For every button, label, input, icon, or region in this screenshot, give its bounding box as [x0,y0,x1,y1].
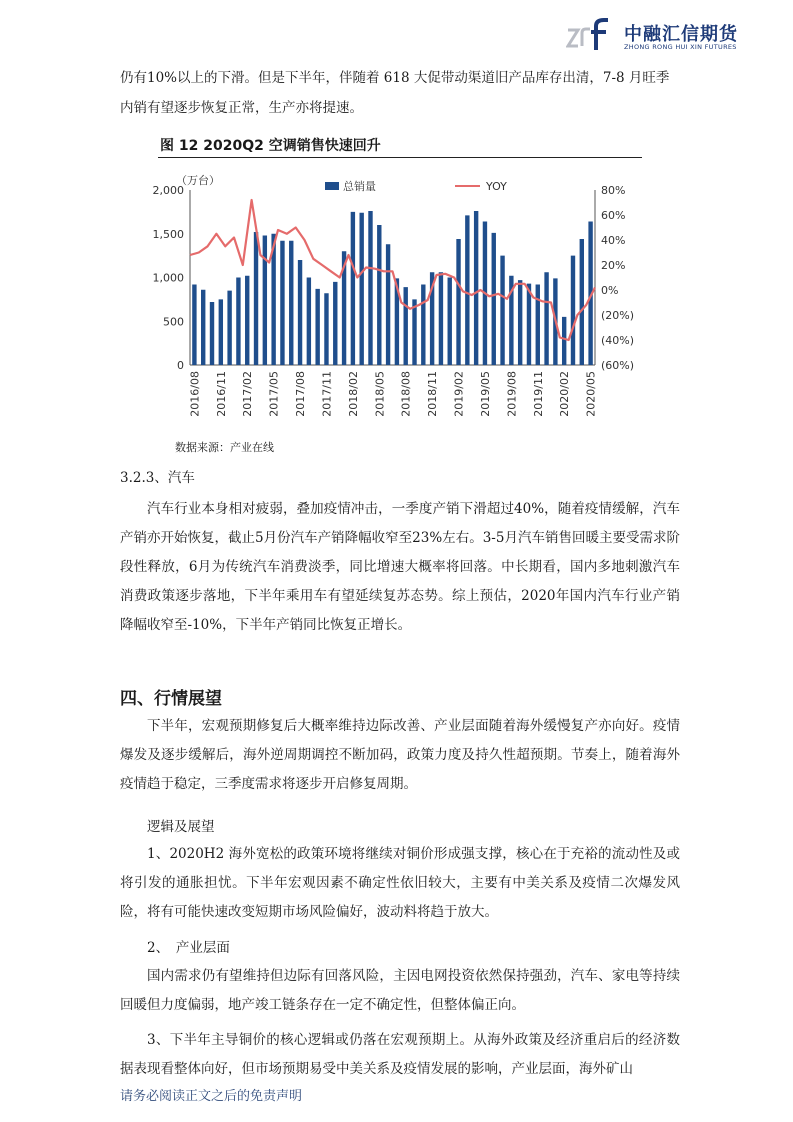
bar-total-sales [289,241,293,365]
bar-total-sales [518,280,522,365]
bar-total-sales [386,244,390,365]
x-tick-label: 2017/08 [294,371,308,417]
x-tick-label: 2019/02 [452,371,466,417]
x-tick-label: 2019/05 [478,371,492,417]
y-tick-label-right: (40%) [601,334,635,347]
bar-total-sales [377,225,381,365]
bar-total-sales [307,278,311,366]
legend-label-sales: 总销量 [343,180,376,193]
y-tick-label-right: 20% [601,259,626,272]
x-tick-label: 2018/08 [399,371,413,417]
auto-paragraph: 汽车行业本身相对疲弱，叠加疫情冲击，一季度产销下滑超过40%，随着疫情缓解，汽车产销亦开始恢复，截止5月份汽车产销降幅收窄至23%左右。3-5月汽车销售回暖主要受需求阶段性释放，6月为传统汽车消费淡季，同比增速大概率将回落。中长期看，国内多地刺激汽车消费政策逐步落地，下半年乘用车有望延续复苏态势。综上预估，2020年国内汽车行业产销降幅收窄至-10%，下半年产销同比恢复正增长。 [120,501,680,633]
bar-total-sales [404,287,408,365]
figure-title-rule [158,157,642,158]
y-tick-label-right: 0% [601,284,619,297]
x-tick-label: 2020/05 [584,371,598,417]
outlook-paragraph: 下半年，宏观预期修复后大概率维持边际改善、产业层面随着海外缓慢复产亦向好。疫情爆发及逐步缓解后，海外逆周期调控不断加码，政策力度及持久性超预期。节奏上，随着海外疫情趋于稳定，三季度需求将逐步开启修复周期。 [120,718,680,792]
y-tick-label-left: 1,500 [152,227,184,241]
x-tick-label: 2017/02 [241,371,255,417]
bar-total-sales [263,236,267,366]
body-line-2: 内销有望逐步恢复正常，生产亦将提速。 [120,100,363,116]
logic-label: 逻辑及展望 [147,819,215,835]
bar-total-sales [474,211,478,365]
bar-total-sales [571,256,575,365]
y-tick-label-right: 40% [601,234,626,247]
bar-total-sales [254,232,258,365]
bar-total-sales [298,260,302,365]
x-tick-label: 2016/08 [188,371,202,417]
y-tick-label-left: 1,000 [152,271,184,285]
bar-total-sales [315,289,319,365]
bar-total-sales [536,285,540,366]
bar-total-sales [236,278,240,366]
x-tick-label: 2018/05 [373,371,387,417]
bar-total-sales [192,285,196,366]
x-tick-label: 2019/08 [505,371,519,417]
legend-label-yoy: YOY [486,180,507,193]
bar-total-sales [439,272,443,365]
section-heading: 四、行情展望 [120,689,222,709]
y-tick-label-left: 2,000 [152,184,184,197]
bar-total-sales [368,211,372,365]
x-tick-label: 2017/11 [320,371,334,417]
outlook-item-2-label: 2、 产业层面 [147,940,230,956]
sales-chart [150,160,650,440]
sub-heading: 3.2.3、汽车 [120,470,195,486]
bar-total-sales [527,284,531,365]
x-tick-label: 2019/11 [531,371,545,417]
y-tick-label-right: (20%) [601,309,635,322]
y-unit-label: （万台） [176,174,220,187]
y-tick-label-left: 500 [163,315,184,329]
x-tick-label: 2020/02 [558,371,572,417]
bar-total-sales [544,272,548,365]
bar-total-sales [500,256,504,365]
x-tick-label: 2016/11 [214,371,228,417]
logo-mark-icon [566,18,612,52]
company-logo [566,18,766,52]
footer-disclaimer: 请务必阅读正文之后的免责声明 [120,1089,303,1104]
bar-total-sales [333,282,337,365]
bar-total-sales [280,241,284,365]
logo-cn: 中融汇信期货 [624,24,738,45]
bar-total-sales [421,285,425,366]
bar-total-sales [465,215,469,365]
bar-total-sales [227,291,231,365]
outlook-item-2: 国内需求仍有望维持但边际有回落风险，主因电网投资依然保持强劲，汽车、家电等持续回暖但力度偏弱，地产竣工链条存在一定不确定性，但整体偏正向。 [120,968,680,1013]
bar-total-sales [562,317,566,365]
outlook-item-1: 1、2020H2 海外宽松的政策环境将继续对铜价形成强支撑，核心在于充裕的流动性及或将引发的通胀担忧。下半年宏观因素不确定性依旧较大，主要有中美关系及疫情二次爆发风险，将有可能快速改变短期市场风险偏好，波动料将趋于放大。 [120,846,680,920]
x-tick-label: 2017/05 [267,371,281,417]
bar-total-sales [448,278,452,366]
x-tick-label: 2018/11 [426,371,440,417]
bar-total-sales [412,299,416,365]
bar-total-sales [219,299,223,365]
figure-source: 数据来源：产业在线 [175,441,274,454]
y-tick-label-right: (60%) [601,359,635,372]
figure-title: 图 12 2020Q2 空调销售快速回升 [160,138,381,154]
body-line-1: 仍有10%以上的下滑。但是下半年，伴随着 618 大促带动渠道旧产品库存出清，7-8 月旺季 [120,70,670,86]
logo-en: ZHONG RONG HUI XIN FUTURES [624,43,737,51]
bar-total-sales [201,290,205,365]
bar-total-sales [245,276,249,365]
chart-legend [325,179,507,193]
bar-total-sales [359,213,363,365]
legend-bar-swatch [325,182,339,190]
bar-total-sales [492,233,496,365]
bar-total-sales [210,302,214,365]
y-tick-label-right: 60% [601,209,626,222]
y-tick-label-right: 80% [601,184,626,197]
bar-total-sales [580,239,584,365]
yoy-line [190,200,595,340]
x-tick-label: 2018/02 [346,371,360,417]
bar-total-sales [324,293,328,365]
bar-total-sales [456,239,460,365]
outlook-item-3: 3、下半年主导铜价的核心逻辑或仍落在宏观预期上。从海外政策及经济重启后的经济数据表现看整体向好，但市场预期易受中美关系及疫情发展的影响，产业层面，海外矿山 [120,1032,680,1077]
y-tick-label-left: 0 [177,359,184,372]
bar-total-sales [351,212,355,365]
